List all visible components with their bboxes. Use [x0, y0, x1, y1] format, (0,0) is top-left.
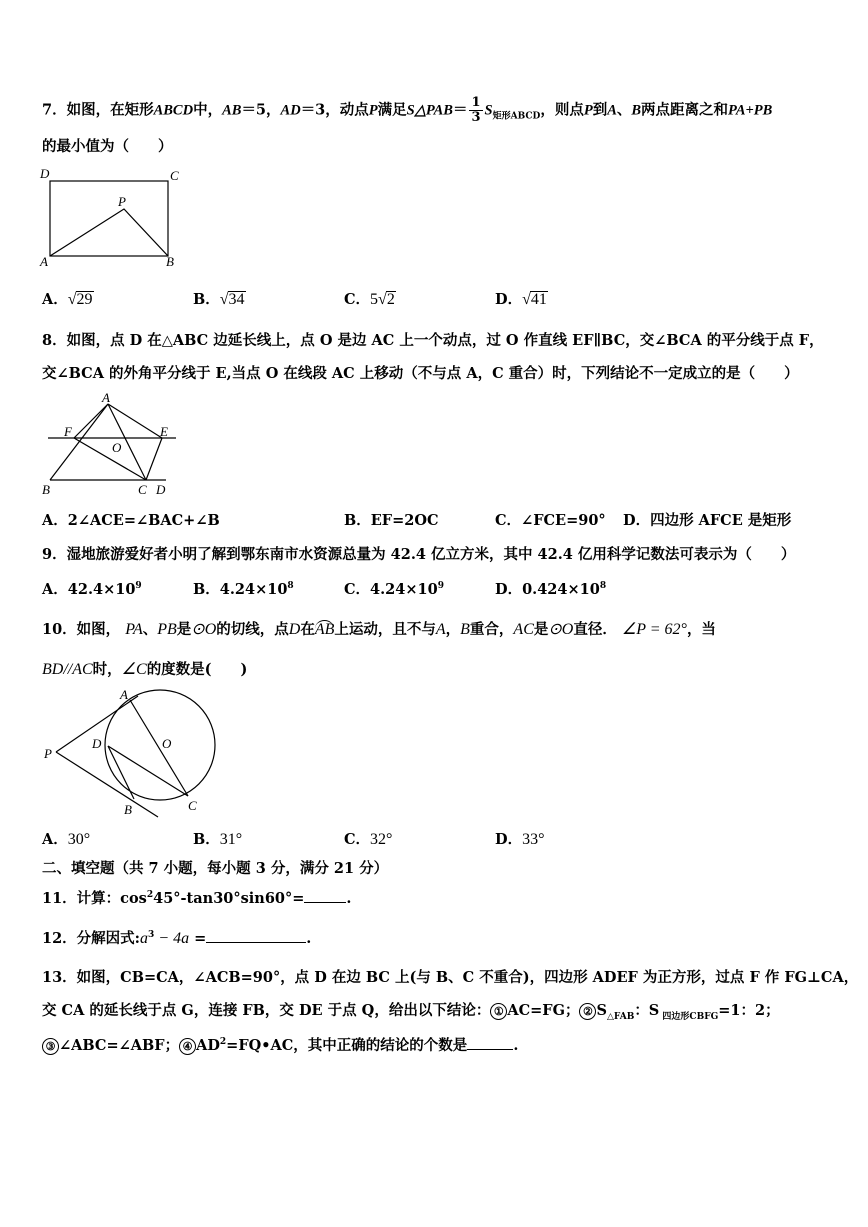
q9-option-b[interactable]: B．$4.24\times 10^8$	[193, 581, 294, 598]
label-D: D	[156, 482, 166, 497]
label-B: B	[42, 482, 50, 497]
q9-option-d[interactable]: D．$0.424\times 10^8$	[495, 581, 607, 598]
label-A: A	[40, 254, 48, 269]
label-O: O	[112, 440, 122, 455]
q13-line2: 交 CA 的延长线于点 G，连接 FB，交 DE 于点 Q，给出以下结论： ① AC=FG； ② $S_{\triangle FAB}$：S $_{四边形CBFG}$=1：2；	[42, 1002, 780, 1022]
q7-line1: 7．如图，在矩形ABCD中，AB＝5，AD＝3，动点P满足S△PAB＝ $\frac{1}{3}$ $S_{矩形ABCD}$，则点P到A、B两点距离之和PA+PB	[42, 95, 773, 125]
q8-figure-triangle	[38, 390, 178, 500]
fraction-one-third: $\frac{1}{3}$	[471, 95, 481, 125]
label-B: B	[166, 254, 174, 269]
q7-line2: 的最小值为（ ）	[42, 138, 173, 155]
label-O: O	[162, 736, 172, 751]
q13-line3: ③ ∠ABC=∠ABF； ④ $AD^2=FQ•AC$，其中正确的结论的个数是 .	[42, 1035, 518, 1056]
q7-option-a[interactable]: A．√29	[42, 291, 93, 308]
label-A: A	[102, 390, 110, 405]
label-C: C	[188, 798, 197, 813]
q7-option-d[interactable]: D．√41	[495, 291, 547, 308]
q9-option-a[interactable]: A．$42.4\times 10^9$	[42, 581, 142, 598]
label-D: D	[40, 166, 50, 181]
q10-line1: 10．如图， PA、PB是⊙O的切线，点D在AB上运动，且不与A，B重合，AC是⊙O直径． ∠P = 62°，当	[42, 621, 716, 638]
q8-option-b[interactable]: B．EF=2OC	[344, 512, 439, 529]
q13-answer-blank[interactable]	[467, 1035, 513, 1050]
q10-figure-circle	[40, 686, 230, 821]
q8-line1: 8．如图，点 D 在△ABC 边延长线上，点 O 是边 AC 上一个动点，过 O 作直线 EF∥BC，交∠BCA 的平分线于点 F，	[42, 332, 824, 349]
label-C: C	[138, 482, 147, 497]
label-F: F	[64, 424, 72, 439]
q10-option-b[interactable]: B．31°	[193, 831, 243, 848]
q8-line2: 交∠BCA 的外角平分线于 E,当点 O 在线段 AC 上移动（不与点 A，C 重合）时，下列结论不一定成立的是（ ）	[42, 365, 799, 382]
q10-option-c[interactable]: C．32°	[344, 831, 393, 848]
q7-option-b[interactable]: B．√34	[193, 291, 245, 308]
q9-line1: 9．湿地旅游爱好者小明了解到鄂东南市水资源总量为 42.4 亿立方米，其中 42.4 亿用科学记数法可表示为（ ）	[42, 546, 796, 563]
q8-option-d[interactable]: D．四边形 AFCE 是矩形	[623, 512, 792, 529]
q7-figure-rectangle	[36, 166, 186, 270]
q9-option-c[interactable]: C．$4.24\times 10^9$	[344, 581, 444, 598]
label-P: P	[118, 194, 126, 209]
q11-line: 11．计算：$\cos^245^\circ-\tan 30^\circ\sin 60^\circ=$ .	[42, 890, 352, 907]
label-E: E	[160, 424, 168, 439]
q8-option-c[interactable]: C．∠FCE=90°	[495, 512, 606, 529]
section-heading: 二、填空题（共 7 小题，每小题 3 分，满分 21 分）	[42, 860, 389, 877]
label-P: P	[44, 746, 52, 761]
q7-option-c[interactable]: C．5√2	[344, 291, 395, 308]
label-A: A	[120, 687, 128, 702]
q8-option-a[interactable]: A．2∠ACE=∠BAC+∠B	[42, 512, 220, 529]
q13-line1: 13．如图，CB=CA，∠ACB=90°，点 D 在边 BC 上(与 B、C 不重合)，四边形 ADEF 为正方形，过点 F 作 FG⊥CA，	[42, 969, 859, 986]
q10-line2: BD//AC时，∠C的度数是( )	[42, 661, 248, 678]
q12-answer-blank[interactable]	[206, 928, 306, 943]
q11-answer-blank[interactable]	[304, 888, 346, 903]
label-C: C	[170, 168, 179, 183]
label-B: B	[124, 802, 132, 817]
q10-option-a[interactable]: A．30°	[42, 831, 91, 848]
label-D: D	[92, 736, 102, 751]
q10-option-d[interactable]: D．33°	[495, 831, 545, 848]
q12-line: 12．分解因式$:a^3 - 4a$ = .	[42, 930, 312, 947]
